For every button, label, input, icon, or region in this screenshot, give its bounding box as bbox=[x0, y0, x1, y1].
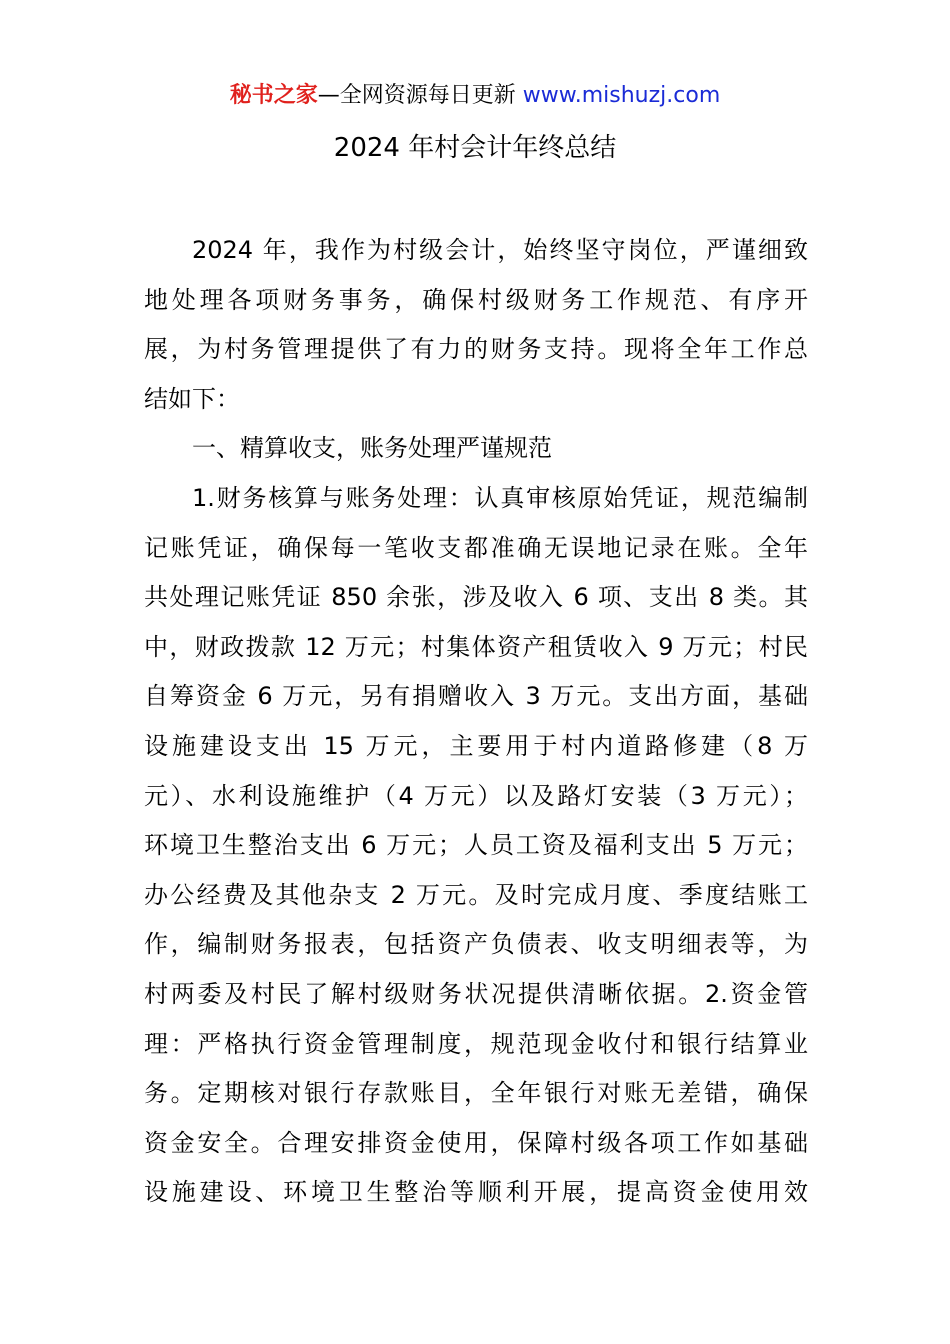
site-url-link[interactable]: www.mishuzj.com bbox=[522, 83, 721, 108]
body-line: 办公经费及其他杂支 2 万元。及时完成月度、季度结账工 bbox=[144, 880, 808, 909]
body-line: 作，编制财务报表，包括资产负债表、收支明细表等，为 bbox=[144, 930, 808, 959]
body-line: 共处理记账凭证 850 余张，涉及收入 6 项、支出 8 类。其 bbox=[144, 583, 808, 612]
body-line: 展，为村务管理提供了有力的财务支持。现将全年工作总 bbox=[144, 335, 808, 364]
body-line: 中，财政拨款 12 万元；村集体资产租赁收入 9 万元；村民 bbox=[144, 632, 808, 661]
body-line: 务。定期核对银行存款账目，全年银行对账无差错，确保 bbox=[144, 1079, 808, 1108]
site-header bbox=[0, 80, 950, 112]
body-line: 记账凭证，确保每一笔收支都准确无误地记录在账。全年 bbox=[144, 533, 808, 562]
site-tagline: —全网资源每日更新 bbox=[317, 83, 516, 108]
body-line: 资金安全。合理安排资金使用，保障村级各项工作如基础 bbox=[144, 1128, 808, 1157]
document-body bbox=[144, 226, 808, 1218]
body-line: 理：严格执行资金管理制度，规范现金收付和银行结算业 bbox=[144, 1029, 808, 1058]
document-title: 2024 年村会计年终总结 bbox=[333, 133, 617, 163]
body-line: 村两委及村民了解村级财务状况提供清晰依据。2.资金管 bbox=[144, 979, 808, 1008]
site-brand: 秘书之家 bbox=[229, 83, 318, 108]
section-heading: 一、精算收支，账务处理严谨规范 bbox=[192, 434, 552, 463]
body-line: 结如下： bbox=[144, 384, 240, 413]
body-line: 设施建设、环境卫生整治等顺利开展，提高资金使用效 bbox=[144, 1178, 808, 1207]
body-line: 1.财务核算与账务处理：认真审核原始凭证，规范编制 bbox=[192, 483, 808, 512]
body-line: 环境卫生整治支出 6 万元；人员工资及福利支出 5 万元； bbox=[144, 831, 808, 860]
body-line: 2024 年，我作为村级会计，始终坚守岗位，严谨细致 bbox=[192, 236, 808, 264]
body-line: 元）、水利设施维护（4 万元）以及路灯安装（3 万元）； bbox=[144, 781, 808, 810]
body-line: 设施建设支出 15 万元，主要用于村内道路修建（8 万 bbox=[144, 731, 808, 760]
body-line: 自筹资金 6 万元，另有捐赠收入 3 万元。支出方面，基础 bbox=[144, 682, 808, 711]
body-line: 地处理各项财务事务，确保村级财务工作规范、有序开 bbox=[144, 285, 808, 314]
